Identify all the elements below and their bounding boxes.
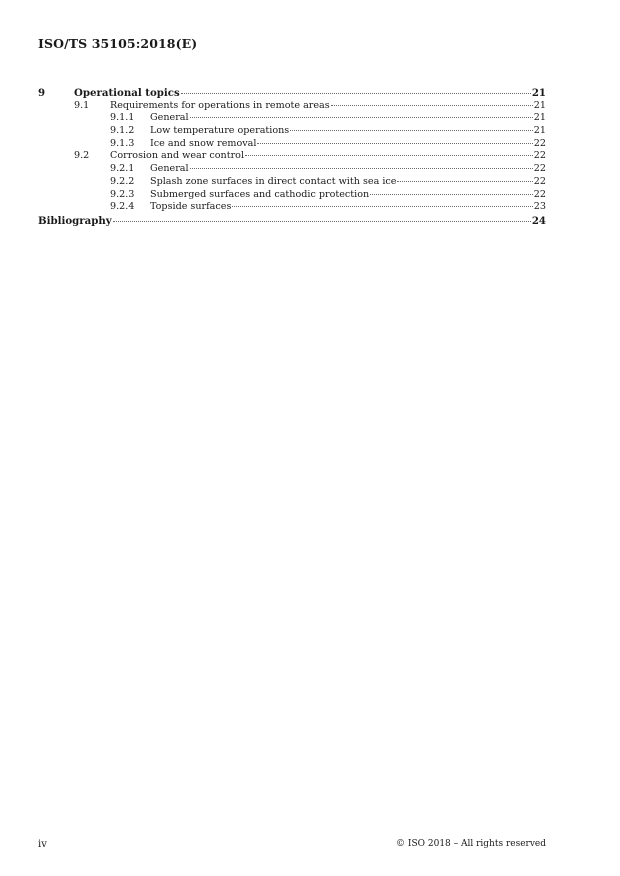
toc-entry[interactable] bbox=[38, 125, 546, 138]
toc-entry[interactable] bbox=[38, 201, 546, 214]
dot-leader bbox=[232, 206, 532, 207]
toc-entry-page: 21 bbox=[533, 112, 546, 124]
toc-entry-number: 9.2.3 bbox=[110, 188, 135, 200]
toc-entry-page: 21 bbox=[531, 87, 546, 99]
dot-leader bbox=[331, 105, 533, 106]
dot-leader bbox=[290, 130, 533, 131]
copyright-notice: © ISO 2018 – All rights reserved bbox=[396, 839, 546, 849]
toc-entry[interactable] bbox=[38, 87, 546, 100]
toc-entry[interactable] bbox=[38, 112, 546, 125]
toc-entry-page: 21 bbox=[533, 99, 546, 111]
toc-entry-number: 9.1.3 bbox=[110, 137, 135, 149]
page-footer bbox=[38, 839, 546, 850]
table-of-contents bbox=[38, 87, 546, 228]
dot-leader bbox=[257, 143, 532, 144]
document-id-header: ISO/TS 35105:2018(E) bbox=[38, 36, 198, 51]
toc-entry-page: 22 bbox=[533, 137, 546, 149]
toc-entry-page: 21 bbox=[533, 125, 546, 137]
toc-entry-title: Operational topics bbox=[74, 87, 180, 99]
toc-entry-bibliography[interactable] bbox=[38, 215, 546, 228]
toc-entry-title: Requirements for operations in remote areas bbox=[110, 99, 330, 111]
toc-entry-number: 9 bbox=[38, 87, 46, 99]
toc-entry-title: General bbox=[150, 112, 189, 124]
dot-leader bbox=[245, 155, 533, 156]
toc-entry[interactable] bbox=[38, 163, 546, 176]
toc-entry-title: Topside surfaces bbox=[150, 201, 232, 213]
toc-entry-page: 22 bbox=[533, 150, 546, 162]
toc-entry-title: Bibliography bbox=[38, 214, 112, 227]
toc-entry[interactable] bbox=[38, 176, 546, 189]
toc-entry-title: Submerged surfaces and cathodic protection bbox=[150, 188, 370, 200]
toc-entry-title: Low temperature operations bbox=[150, 125, 290, 137]
toc-entry-title: Ice and snow removal bbox=[150, 137, 257, 149]
toc-entry[interactable] bbox=[38, 189, 546, 202]
toc-entry-title: Splash zone surfaces in direct contact with sea ice bbox=[150, 175, 397, 187]
toc-entry-page: 22 bbox=[533, 188, 546, 200]
dot-leader bbox=[190, 117, 533, 118]
dot-leader bbox=[370, 194, 533, 195]
toc-entry-page: 22 bbox=[533, 163, 546, 175]
dot-leader bbox=[190, 168, 533, 169]
toc-entry-number: 9.1.1 bbox=[110, 112, 135, 124]
dot-leader bbox=[397, 181, 532, 182]
toc-entry-page: 24 bbox=[531, 214, 546, 227]
toc-entry-number: 9.2.4 bbox=[110, 201, 135, 213]
toc-entry-number: 9.1 bbox=[74, 99, 90, 111]
toc-entry-page: 23 bbox=[533, 201, 546, 213]
toc-entry-page: 22 bbox=[533, 175, 546, 187]
toc-entry[interactable] bbox=[38, 138, 546, 151]
dot-leader bbox=[181, 93, 531, 94]
dot-leader bbox=[113, 221, 531, 222]
toc-entry-title: Corrosion and wear control bbox=[110, 150, 245, 162]
toc-entry-number: 9.1.2 bbox=[110, 125, 135, 137]
toc-entry-number: 9.2.2 bbox=[110, 175, 135, 187]
page-number: iv bbox=[38, 839, 47, 850]
toc-entry[interactable] bbox=[38, 150, 546, 163]
toc-entry-title: General bbox=[150, 163, 189, 175]
toc-entry-number: 9.2 bbox=[74, 150, 90, 162]
toc-entry[interactable] bbox=[38, 100, 546, 113]
toc-entry-number: 9.2.1 bbox=[110, 163, 135, 175]
